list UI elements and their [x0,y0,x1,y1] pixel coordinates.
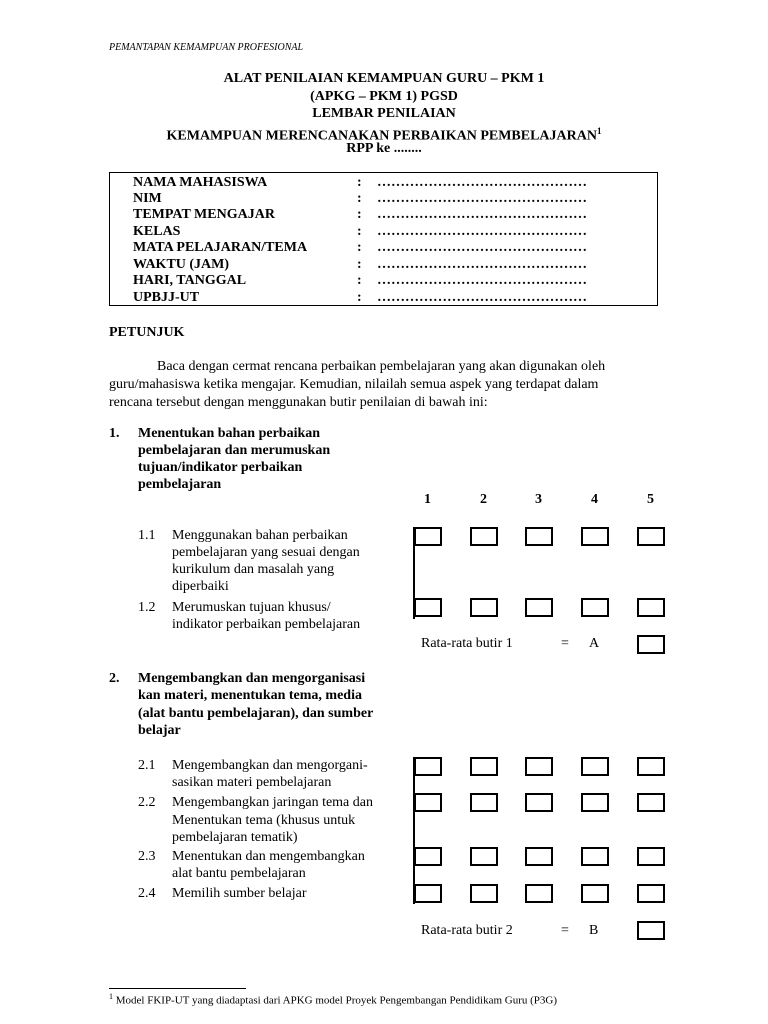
section-title-line: tujuan/indikator perbaikan [138,460,303,475]
item-text-line: Mengembangkan jaringan tema dan [172,795,373,810]
field-colon: : [357,240,362,255]
field-colon: : [357,207,362,222]
field-blank[interactable]: ……………………………………… [377,224,587,239]
item-2-2 [138,794,398,847]
average-2-label: Rata-rata butir 2 [421,923,513,938]
item-number: 2.4 [138,886,156,901]
item-number: 2.2 [138,795,156,810]
petunjuk-heading: PETUNJUK [109,325,185,340]
item-text-line: kurikulum dan masalah yang [172,562,335,577]
average-1-letter: A [589,636,600,651]
identity-box [109,172,658,306]
footnote [109,992,557,1007]
average-2-equals: = [561,923,569,938]
score-box-2-4-1[interactable] [414,884,442,903]
petunjuk-paragraph [109,358,661,412]
title-line-3: LEMBAR PENILAIAN [312,106,456,121]
score-box-2-3-4[interactable] [581,847,609,866]
average-1-box[interactable] [637,635,665,654]
scale-label-2: 2 [480,492,487,507]
field-colon: : [357,224,362,239]
score-box-2-1-2[interactable] [470,757,498,776]
section-number: 1. [109,426,120,441]
field-colon: : [357,290,362,305]
field-blank[interactable]: ……………………………………… [377,240,587,255]
average-2-box[interactable] [637,921,665,940]
score-box-1-2-4[interactable] [581,598,609,617]
field-colon: : [357,273,362,288]
item-1-1 [138,527,398,597]
score-box-2-2-3[interactable] [525,793,553,812]
section-title-line: pembelajaran [138,477,222,492]
field-label: NIM [133,191,162,206]
score-box-2-2-4[interactable] [581,793,609,812]
score-box-2-2-1[interactable] [414,793,442,812]
section-title-line: pembelajaran dan merumuskan [138,443,331,458]
item-number: 2.1 [138,758,156,773]
score-box-1-1-4[interactable] [581,527,609,546]
item-text-line: alat bantu pembelajaran [172,866,306,881]
item-text-line: Memilih sumber belajar [172,886,307,901]
average-2-letter: B [589,923,599,938]
item-2-1 [138,757,398,793]
item-1-2 [138,599,398,635]
section-title-line: (alat bantu pembelajaran), dan sumber [138,706,374,721]
score-box-1-2-5[interactable] [637,598,665,617]
paragraph-line: Baca dengan cermat rencana perbaikan pembelajaran yang akan digunakan oleh [157,359,606,374]
field-colon: : [357,257,362,272]
paragraph-line: guru/mahasiswa ketika mengajar. Kemudian, nilailah semua aspek yang terdapat dalam [109,377,599,392]
score-box-2-4-2[interactable] [470,884,498,903]
field-blank[interactable]: ……………………………………… [377,207,587,222]
item-number: 1.1 [138,528,156,543]
score-box-1-1-3[interactable] [525,527,553,546]
score-box-2-3-5[interactable] [637,847,665,866]
item-text-line: indikator perbaikan pembelajaran [172,617,361,632]
score-box-2-1-5[interactable] [637,757,665,776]
section-2-heading [109,670,409,740]
item-text-line: pembelajaran tematik) [172,830,298,845]
footnote-mark: 1 [109,992,113,1001]
item-text-line: Menentukan tema (khusus untuk [172,813,356,828]
footnote-text: Model FKIP-UT yang diadaptasi dari APKG model Proyek Pengembangan Pendidikam Guru (P3G) [115,994,558,1007]
score-box-2-4-4[interactable] [581,884,609,903]
title-line-4-text: KEMAMPUAN MERENCANAKAN PERBAIKAN PEMBELAJARAN [166,128,597,144]
average-1-label: Rata-rata butir 1 [421,636,513,651]
field-colon: : [357,175,362,190]
field-blank[interactable]: ……………………………………… [377,257,587,272]
paragraph-line: rencana tersebut dengan menggunakan butir penilaian di bawah ini: [109,395,488,410]
scale-label-1: 1 [424,492,431,507]
scale-label-3: 3 [535,492,542,507]
item-2-3 [138,848,398,884]
item-text-line: Mengembangkan dan mengorgani- [172,758,368,773]
field-label: NAMA MAHASISWA [133,175,268,190]
score-box-1-1-2[interactable] [470,527,498,546]
score-box-1-2-1[interactable] [414,598,442,617]
field-blank[interactable]: ……………………………………… [377,191,587,206]
field-label: MATA PELAJARAN/TEMA [133,240,308,255]
title-line-5: RPP ke ........ [346,141,422,156]
item-text-line: Menentukan dan mengembangkan [172,849,365,864]
scale-label-4: 4 [591,492,598,507]
score-box-2-4-5[interactable] [637,884,665,903]
item-number: 1.2 [138,600,156,615]
item-text-line: Merumuskan tujuan khusus/ [172,600,331,615]
running-head: PEMANTAPAN KEMAMPUAN PROFESIONAL [109,42,304,53]
score-box-1-1-1[interactable] [414,527,442,546]
field-colon: : [357,191,362,206]
score-box-1-1-5[interactable] [637,527,665,546]
section-number: 2. [109,671,120,686]
item-text-line: pembelajaran yang sesuai dengan [172,545,360,560]
score-box-2-1-4[interactable] [581,757,609,776]
bracket-line [413,757,415,904]
average-1-equals: = [561,636,569,651]
score-box-2-4-3[interactable] [525,884,553,903]
score-box-2-1-3[interactable] [525,757,553,776]
field-label: UPBJJ-UT [133,290,200,305]
item-2-4 [138,885,398,903]
score-box-2-2-5[interactable] [637,793,665,812]
footnote-ref: 1 [597,126,602,136]
title-line-2: (APKG – PKM 1) PGSD [310,89,458,104]
field-label: HARI, TANGGAL [133,273,247,288]
footnote-separator [109,988,246,989]
score-box-2-1-1[interactable] [414,757,442,776]
item-text-line: Menggunakan bahan perbaikan [172,528,348,543]
score-box-2-3-2[interactable] [470,847,498,866]
score-box-1-2-3[interactable] [525,598,553,617]
score-box-2-2-2[interactable] [470,793,498,812]
field-label: KELAS [133,224,181,239]
score-box-2-3-1[interactable] [414,847,442,866]
item-number: 2.3 [138,849,156,864]
field-label: TEMPAT MENGAJAR [133,207,275,222]
field-blank[interactable]: ……………………………………… [377,290,587,305]
score-box-2-3-3[interactable] [525,847,553,866]
field-label: WAKTU (JAM) [133,257,230,272]
scale-label-5: 5 [647,492,654,507]
field-blank[interactable]: ……………………………………… [377,175,587,190]
section-title-line: belajar [138,723,181,738]
item-text-line: sasikan materi pembelajaran [172,775,332,790]
item-text-line: diperbaiki [172,579,229,594]
title-line-1: ALAT PENILAIAN KEMAMPUAN GURU – PKM 1 [223,71,545,86]
section-title-line: Mengembangkan dan mengorganisasi [138,671,366,686]
section-1-heading [109,425,409,495]
section-title-line: Menentukan bahan perbaikan [138,426,321,441]
score-box-1-2-2[interactable] [470,598,498,617]
section-title-line: kan materi, menentukan tema, media [138,688,362,703]
field-blank[interactable]: ……………………………………… [377,273,587,288]
